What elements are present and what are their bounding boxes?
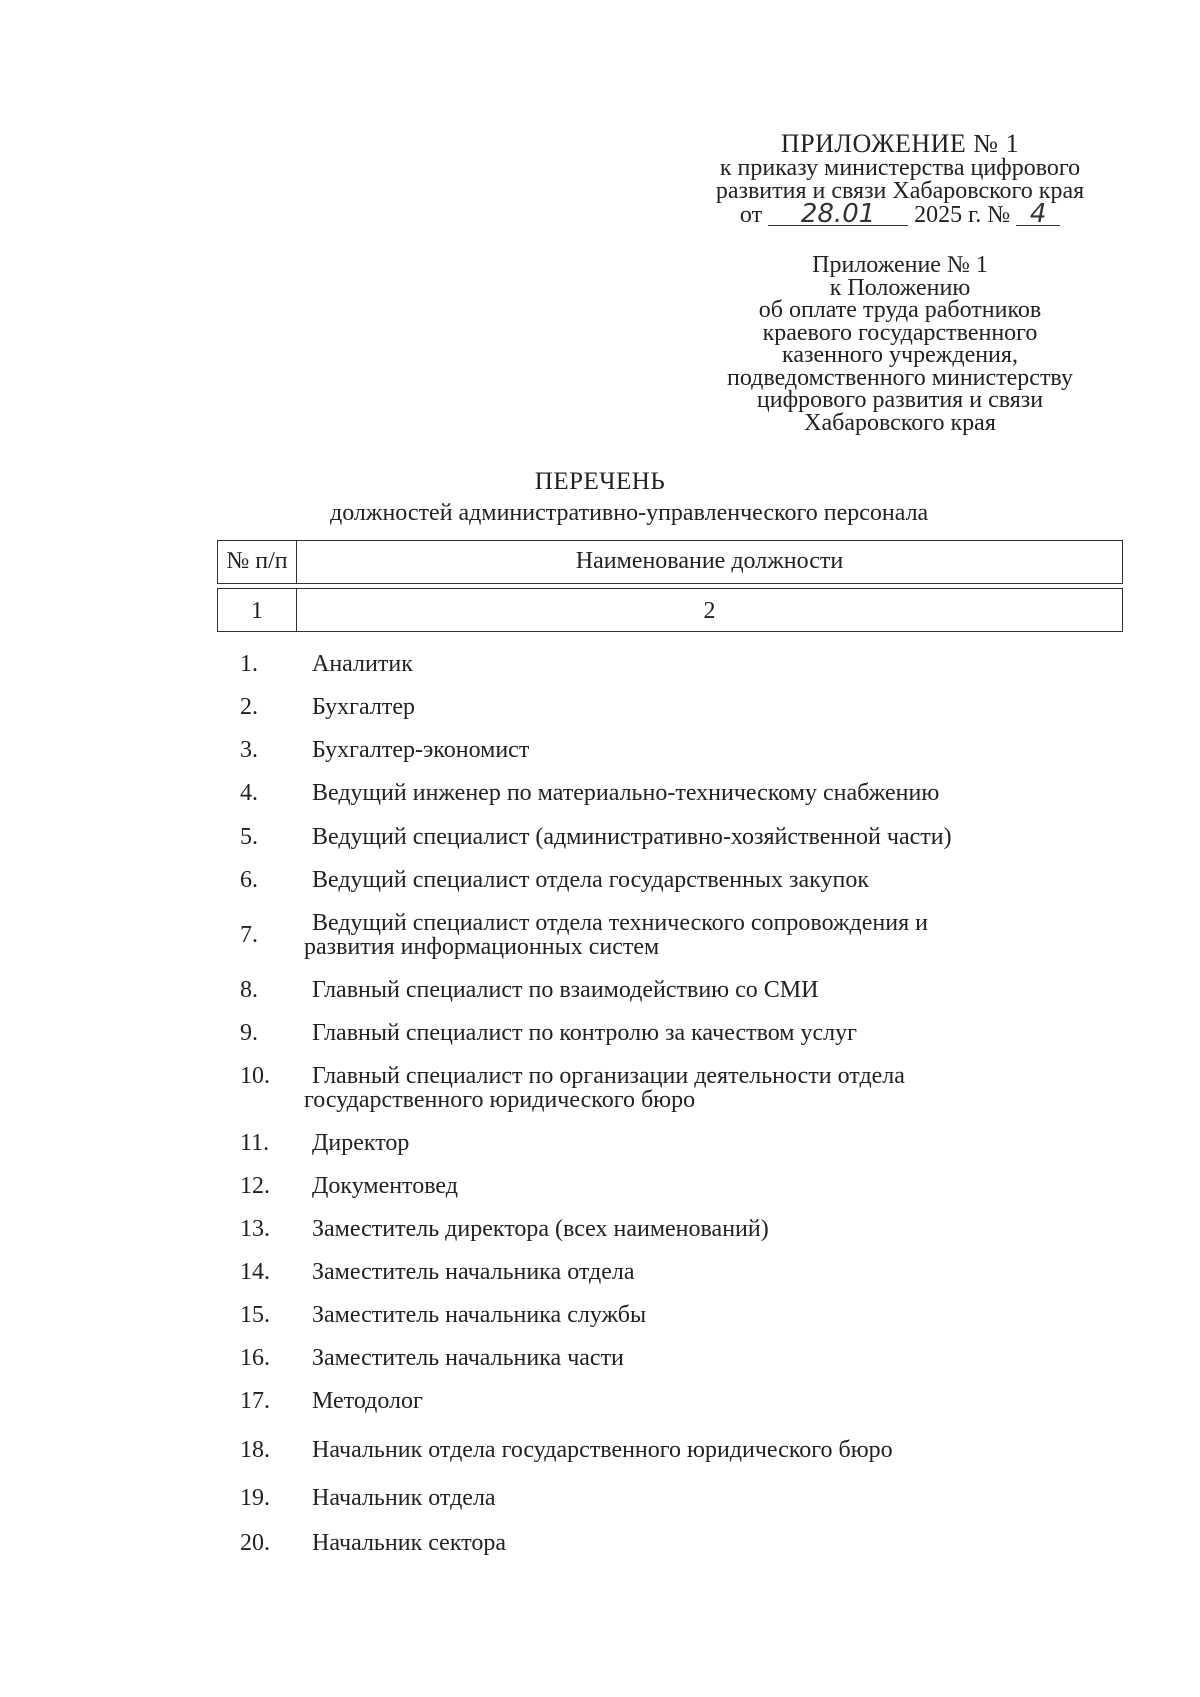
item-text: Ведущий инженер по материально-техническому снабжению bbox=[312, 780, 940, 806]
item-number: 3. bbox=[240, 737, 258, 763]
item-text: Главный специалист по взаимодействию со СМИ bbox=[312, 977, 819, 1003]
item-text: Ведущий специалист отдела технического сопровождения и bbox=[312, 910, 928, 936]
table-column-number-row bbox=[217, 588, 1123, 632]
appendix-to-regulation bbox=[640, 254, 1160, 434]
item-number: 10. bbox=[240, 1063, 270, 1089]
item-number: 8. bbox=[240, 977, 258, 1003]
item-text: Бухгалтер bbox=[312, 694, 416, 720]
item-number: 4. bbox=[240, 780, 258, 806]
item-number: 19. bbox=[240, 1485, 270, 1511]
item-number: 5. bbox=[240, 824, 258, 850]
item-number: 18. bbox=[240, 1437, 270, 1463]
handwritten-number: 4 bbox=[1016, 203, 1060, 226]
list-subtitle: должностей административно-управленческого персонала bbox=[330, 500, 929, 526]
item-text: Ведущий специалист (административно-хозяйственной части) bbox=[312, 824, 952, 850]
item-text: Главный специалист по организации деятельности отдела bbox=[312, 1063, 905, 1089]
regulation-line: казенного учреждения, bbox=[782, 342, 1018, 368]
regulation-line: Хабаровского края bbox=[804, 409, 996, 436]
item-number: 13. bbox=[240, 1216, 270, 1242]
column-number-1: 1 bbox=[218, 589, 297, 631]
regulation-line: цифрового развития и связи bbox=[756, 387, 1044, 413]
item-number: 2. bbox=[240, 694, 258, 720]
regulation-line: подведомственного министерству bbox=[727, 364, 1073, 391]
item-text: Заместитель начальника части bbox=[312, 1345, 624, 1371]
regulation-line: к Положению bbox=[829, 274, 971, 301]
header-position-cell: Наименование должности bbox=[575, 548, 844, 574]
item-text: Начальник отдела bbox=[312, 1485, 496, 1511]
item-number: 17. bbox=[240, 1388, 270, 1414]
item-number: 9. bbox=[240, 1020, 258, 1046]
item-text: Заместитель начальника отдела bbox=[312, 1259, 635, 1285]
year-number-label: 2025 г. № bbox=[914, 202, 1011, 228]
regulation-line: об оплате труда работников bbox=[758, 297, 1042, 323]
item-text: Начальник отдела государственного юридического бюро bbox=[312, 1437, 893, 1463]
appendix-line-1: к приказу министерства цифрового bbox=[719, 155, 1081, 181]
handwritten-date: 28.01 bbox=[768, 203, 908, 226]
from-label: от bbox=[739, 202, 763, 228]
regulation-line: краевого государственного bbox=[762, 319, 1038, 346]
item-number: 6. bbox=[240, 867, 258, 893]
item-number: 16. bbox=[240, 1345, 270, 1371]
item-text: Бухгалтер-экономист bbox=[312, 737, 530, 763]
appendix-title: ПРИЛОЖЕНИЕ № 1 bbox=[780, 129, 1020, 158]
item-text: Документовед bbox=[312, 1173, 458, 1199]
item-text-continuation: государственного юридического бюро bbox=[304, 1087, 696, 1113]
item-text: Методолог bbox=[312, 1388, 423, 1414]
item-number: 11. bbox=[240, 1130, 270, 1156]
item-number: 20. bbox=[240, 1530, 270, 1556]
item-text: Директор bbox=[312, 1130, 410, 1156]
item-number: 7. bbox=[240, 922, 258, 948]
table-header-row bbox=[217, 540, 1123, 584]
item-number: 12. bbox=[240, 1173, 270, 1199]
item-number: 15. bbox=[240, 1302, 270, 1328]
item-text: Заместитель директора (всех наименований) bbox=[312, 1216, 769, 1242]
item-number: 14. bbox=[240, 1259, 270, 1285]
item-text: Ведущий специалист отдела государственных закупок bbox=[312, 867, 870, 893]
item-number: 1. bbox=[240, 651, 258, 677]
regulation-line: Приложение № 1 bbox=[812, 252, 988, 278]
appendix-date-line bbox=[640, 199, 1160, 229]
list-title: ПЕРЕЧЕНЬ bbox=[534, 468, 666, 495]
column-number-2: 2 bbox=[703, 598, 716, 624]
item-text-continuation: развития информационных систем bbox=[304, 934, 660, 960]
item-text: Начальник сектора bbox=[312, 1530, 506, 1556]
header-number-cell: № п/п bbox=[218, 541, 297, 583]
appendix-line-2: развития и связи Хабаровского края bbox=[715, 178, 1085, 204]
item-text: Аналитик bbox=[312, 651, 413, 677]
appendix-header bbox=[640, 129, 1160, 229]
item-text: Заместитель начальника службы bbox=[312, 1302, 647, 1328]
item-text: Главный специалист по контролю за качеством услуг bbox=[312, 1020, 857, 1046]
